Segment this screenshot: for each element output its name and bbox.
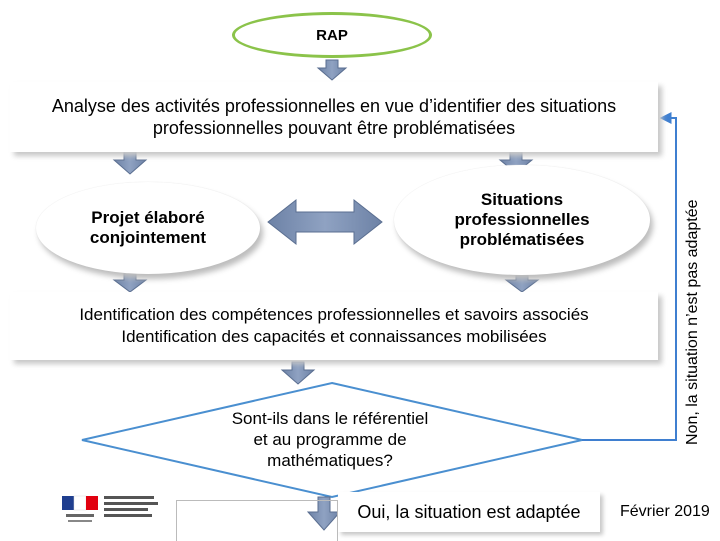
analyse-box bbox=[10, 82, 658, 152]
projet-line-1: Projet élaboré bbox=[91, 208, 205, 227]
arrow-situations-to-identification bbox=[506, 272, 538, 292]
marianne-logo-icon bbox=[60, 494, 100, 528]
question-line-3: mathématiques? bbox=[267, 451, 393, 470]
projet-node bbox=[36, 182, 260, 274]
arrow-projet-to-identification bbox=[114, 272, 146, 292]
question-line-2: et au programme de bbox=[253, 430, 407, 449]
rap-node bbox=[232, 12, 432, 58]
analyse-line-2: professionnelles pouvant être problématisées bbox=[152, 118, 516, 138]
ministry-logo bbox=[60, 494, 162, 528]
non-label: Non, la situation n’est pas adaptée bbox=[684, 199, 701, 445]
situations-line-1: Situations bbox=[480, 190, 564, 209]
arrow-rap-to-analyse bbox=[318, 60, 346, 80]
question-text bbox=[190, 408, 470, 471]
oui-label: Oui, la situation est adaptée bbox=[357, 501, 581, 522]
double-arrow-projet-situations bbox=[268, 200, 382, 244]
analyse-line-1: Analyse des activités professionnelles en vue d’identifier des situations bbox=[51, 96, 617, 116]
arrow-analyse-to-projet bbox=[114, 150, 146, 174]
identification-box bbox=[10, 292, 658, 360]
situations-node bbox=[394, 165, 650, 275]
bottom-frame bbox=[176, 500, 338, 541]
non-connector bbox=[582, 118, 676, 440]
projet-line-2: conjointement bbox=[89, 228, 207, 247]
question-line-1: Sont-ils dans le référentiel bbox=[231, 409, 429, 428]
ministry-logo-text-lines bbox=[104, 496, 160, 526]
situations-line-3: problématisées bbox=[459, 230, 585, 249]
identification-line-2: Identification des capacités et connaissances mobilisées bbox=[121, 327, 547, 346]
arrow-identification-to-question bbox=[282, 362, 314, 384]
rap-label: RAP bbox=[316, 26, 348, 44]
situations-line-2: professionnelles bbox=[454, 210, 590, 229]
oui-box bbox=[338, 492, 600, 532]
footer-date: Février 2019 bbox=[620, 503, 710, 520]
identification-line-1: Identification des compétences professionnelles et savoirs associés bbox=[79, 305, 589, 324]
